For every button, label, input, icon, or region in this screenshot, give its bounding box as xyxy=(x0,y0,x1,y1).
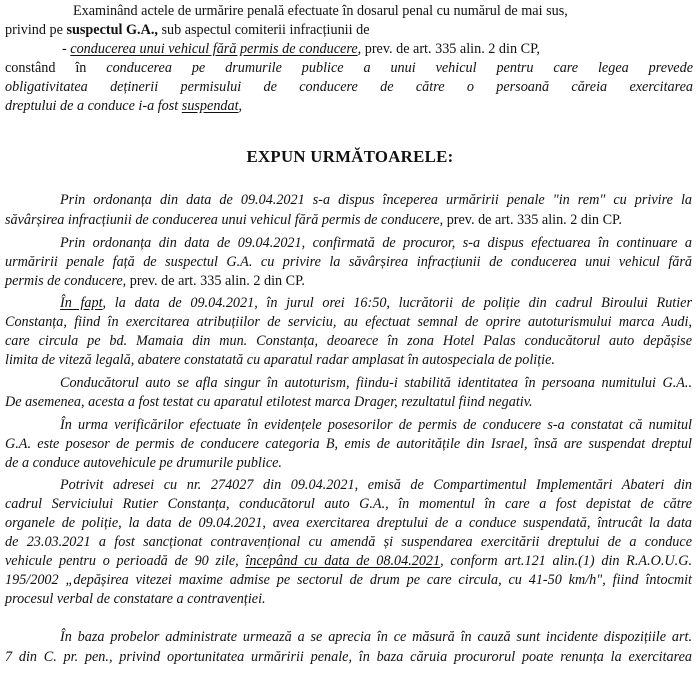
intro-line-2 xyxy=(5,21,370,40)
intro-line-1: Examinând actele de urmărire penală efectuate în dosarul penal cu numărul de mai sus, xyxy=(73,3,568,19)
p6-line-7: procesul verbal de constatare a contravenției. xyxy=(5,591,266,607)
p7-line-2: 7 din C. pr. pen., privind oportunitatea urmăririi penale, în baza căruia procurorul poate renunța la exercitarea xyxy=(5,649,692,665)
p4-line-2: De asemenea, acesta a fost testat cu aparatul etilotest marca Drager, rezultatul fiind negativ. xyxy=(5,394,533,410)
p3-line-2: Constanța, fiind în exercitarea atribuțiilor de serviciu, au efectuat semnal de oprire autoturismului marca Audi, xyxy=(5,314,692,330)
p6-line-5 xyxy=(5,552,692,571)
section-heading: EXPUN URMĂTOARELE: xyxy=(246,147,454,166)
p6-line-1: Potrivit adresei cu nr. 274027 din 09.04.2021, emisă de Compartimentul Implementări Abateri din xyxy=(60,477,692,493)
p5-line-2: G.A. este posesor de permis de conducere categoria B, emis de autoritățile din Israel, însă are suspendat dreptul xyxy=(5,436,692,452)
intro-line-5: obligativitatea deținerii permisului de conducere de către o persoană căreia exercitarea xyxy=(5,79,693,95)
p6-line-4: de 23.03.2021 a fost sancționat contravențional cu amendă și suspendarea exercitării dreptului de a conduce xyxy=(5,534,692,550)
p1-line-1: Prin ordonanța din data de 09.04.2021 s-a dispus începerea urmăririi penale "in rem" cu privire la xyxy=(60,192,692,208)
intro-italic: conducerea pe drumurile publice a unui vehicul pentru care legea prevede xyxy=(106,60,693,76)
p6-line-6: 195/2002 „depășirea vitezei maxime admise pe sectorul de drum pe care circula, cu 41-50 km/h", fiind întocmit xyxy=(5,572,692,588)
p7-line-1: În baza probelor administrate urmează a se aprecia în ce măsură în cauză sunt incidente dispozițiile art. xyxy=(60,629,692,645)
p3-line-4: limita de viteză legală, abatere constatată cu aparatul radar amplasat în autospeciala de poliție. xyxy=(5,352,555,368)
intro-text: privind pe xyxy=(5,22,67,38)
p3-underlined: În fapt xyxy=(60,295,103,311)
p5-line-3: de a conduce autovehicule pe drumurile publice. xyxy=(5,455,282,471)
p2-line-1: Prin ordonanța din data de 09.04.2021, confirmată de procuror, s-a dispus efectuarea în continuare a xyxy=(60,235,692,251)
offence-name: conducerea unui vehicul fără permis de conducere xyxy=(70,41,358,57)
p6-italic: vehicule pentru o perioadă de 90 zile, xyxy=(5,553,246,569)
p1-text: , prev. de art. 335 alin. 2 din CP. xyxy=(439,212,622,228)
p2-line-3 xyxy=(5,272,305,291)
p1-italic: săvârșirea infracțiunii de conducerea unui vehicul fără permis de conducere xyxy=(5,212,440,228)
suspect-name: suspectul G.A., xyxy=(66,22,158,38)
intro-text: , xyxy=(238,98,243,114)
p5-line-1: În urma verificărilor efectuate în evidențele posesorilor de permis de conducere s-a constatat că numitul xyxy=(60,417,692,433)
p3-italic: , la data de 09.04.2021, în jurul orei 16:50, lucrătorii de poliție din cadrul Biroului Rutier xyxy=(102,295,692,311)
intro-text: constând în xyxy=(5,60,107,76)
p6-line-3: organele de poliție, la data de 09.04.2021, avea exercitarea dreptului de a conduce suspendată, întrucât la data xyxy=(5,515,692,531)
p2-line-2: urmăririi penale față de suspectul G.A. cu privire la săvârșirea infracțiunii de conducerea unui vehicul fără xyxy=(5,254,692,270)
intro-text: sub aspectul comiterii infracțiunii de xyxy=(157,22,370,38)
p6-italic: , conform art.121 alin.(1) din R.A.O.U.G. xyxy=(440,553,692,569)
p6-underlined: începând cu data de 08.04.2021 xyxy=(245,553,441,569)
list-dash: - xyxy=(62,41,71,57)
p3-line-3: care circula pe bd. Mamaia din mun. Constanța, deoarece în zona Hotel Palas conducătorul auto depășise xyxy=(5,333,692,349)
intro-underlined: suspendat xyxy=(181,98,239,114)
p1-line-2 xyxy=(5,211,622,230)
intro-italic: dreptului de a conduce i-a fost xyxy=(5,98,182,114)
intro-line-4 xyxy=(5,59,693,78)
p2-italic: permis de conducere xyxy=(5,273,123,289)
p3-line-1 xyxy=(60,294,692,313)
intro-text: , prev. de art. 335 alin. 2 din CP, xyxy=(357,41,540,57)
intro-line-3 xyxy=(62,40,540,59)
p6-line-2: cadrul Serviciului Rutier Constanța, conducătorul auto G.A., în momentul în care a fost depistat de către xyxy=(5,496,692,512)
intro-line-6 xyxy=(5,97,242,116)
p2-text: , prev. de art. 335 alin. 2 din CP. xyxy=(122,273,305,289)
p4-line-1: Conducătorul auto se afla singur în autoturism, fiindu-i stabilită identitatea în persoana numitului G.A.. xyxy=(60,375,692,391)
